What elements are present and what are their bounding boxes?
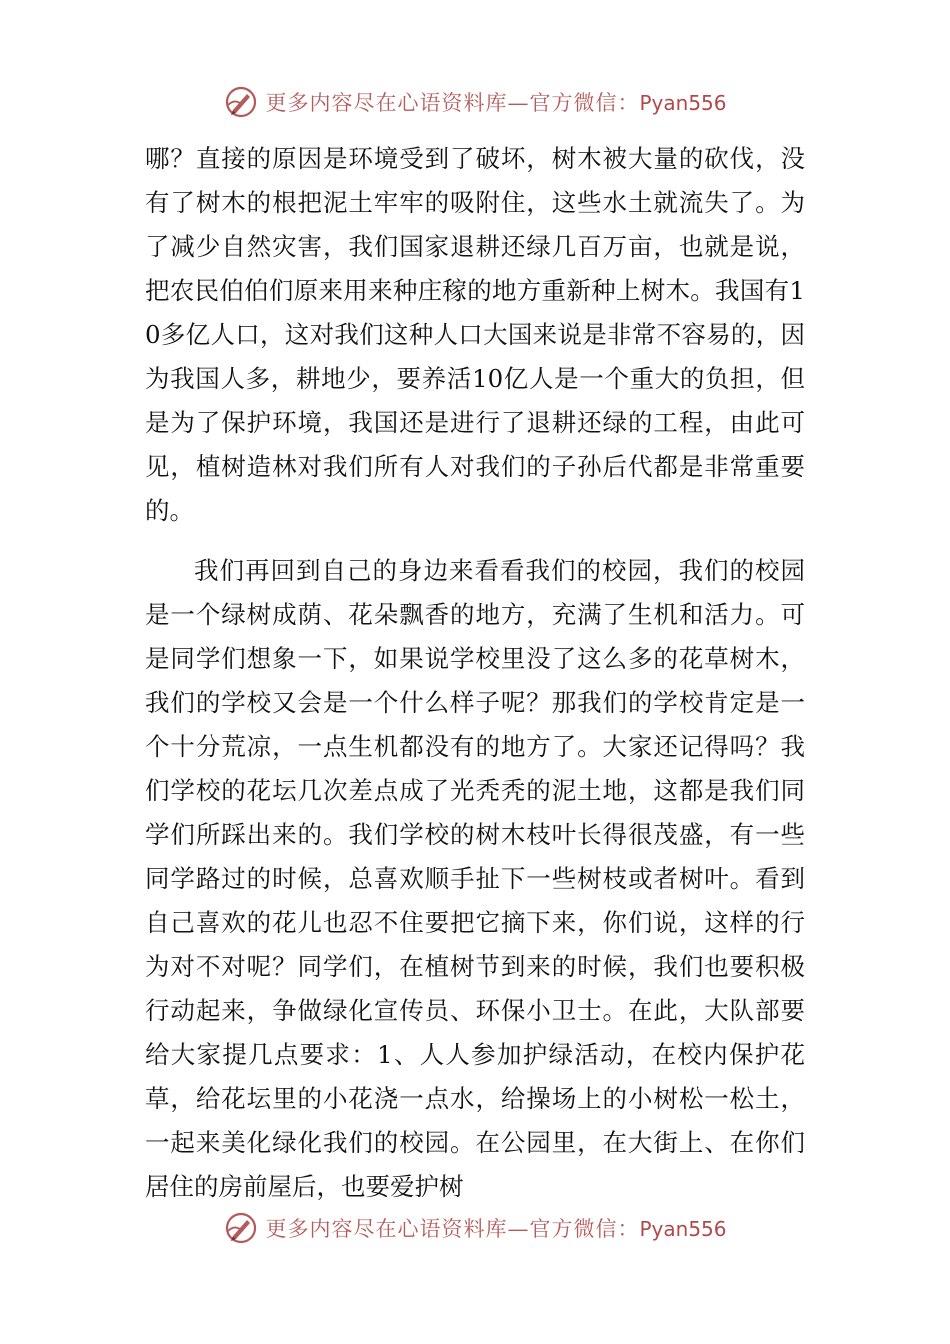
header-watermark-text: 更多内容尽在心语资料库—官方微信：Pyan556: [265, 91, 727, 115]
footer-watermark-text: 更多内容尽在心语资料库—官方微信：Pyan556: [265, 1217, 727, 1241]
header-watermark: [0, 82, 950, 122]
footer-watermark-id: Pyan556: [639, 1217, 727, 1241]
document-body: [145, 137, 805, 1209]
footer-watermark: [0, 1208, 950, 1248]
pen-logo-icon: [223, 1210, 259, 1246]
paragraph-2: 我们再回到自己的身边来看看我们的校园，我们的校园是一个绿树成荫、花朵飘香的地方，充满了生机和活力。可是同学们想象一下，如果说学校里没了这么多的花草树木，我们的学校又会是一个什么样子呢？那我们的学校肯定是一个十分荒凉，一点生机都没有的地方了。大家还记得吗？我们学校的花坛几次差点成了光秃秃的泥土地，这都是我们同学们所踩出来的。我们学校的树木枝叶长得很茂盛，有一些同学路过的时候，总喜欢顺手扯下一些树枝或者树叶。看到自己喜欢的花儿也忍不住要把它摘下来，你们说，这样的行为对不对呢？同学们，在植树节到来的时候，我们也要积极行动起来，争做绿化宣传员、环保小卫士。在此，大队部要给大家提几点要求：1、人人参加护绿活动，在校内保护花草，给花坛里的小花浇一点水，给操场上的小树松一松土，一起来美化绿化我们的校园。在公园里，在大街上、在你们居住的房前屋后，也要爱护树: [145, 556, 805, 1201]
header-watermark-id: Pyan556: [639, 91, 727, 115]
pen-logo-icon: [223, 84, 259, 120]
paragraph-1: 哪？直接的原因是环境受到了破坏，树木被大量的砍伐，没有了树木的根把泥土牢牢的吸附住，这些水土就流失了。为了减少自然灾害，我们国家退耕还绿几百万亩，也就是说，把农民伯伯们原来用来种庄稼的地方重新种上树木。我国有10多亿人口，这对我们这种人口大国来说是非常不容易的，因为我国人多，耕地少，要养活10亿人是一个重大的负担，但是为了保护环境，我国还是进行了退耕还绿的工程，由此可见，植树造林对我们所有人对我们的子孙后代都是非常重要的。: [145, 144, 805, 525]
